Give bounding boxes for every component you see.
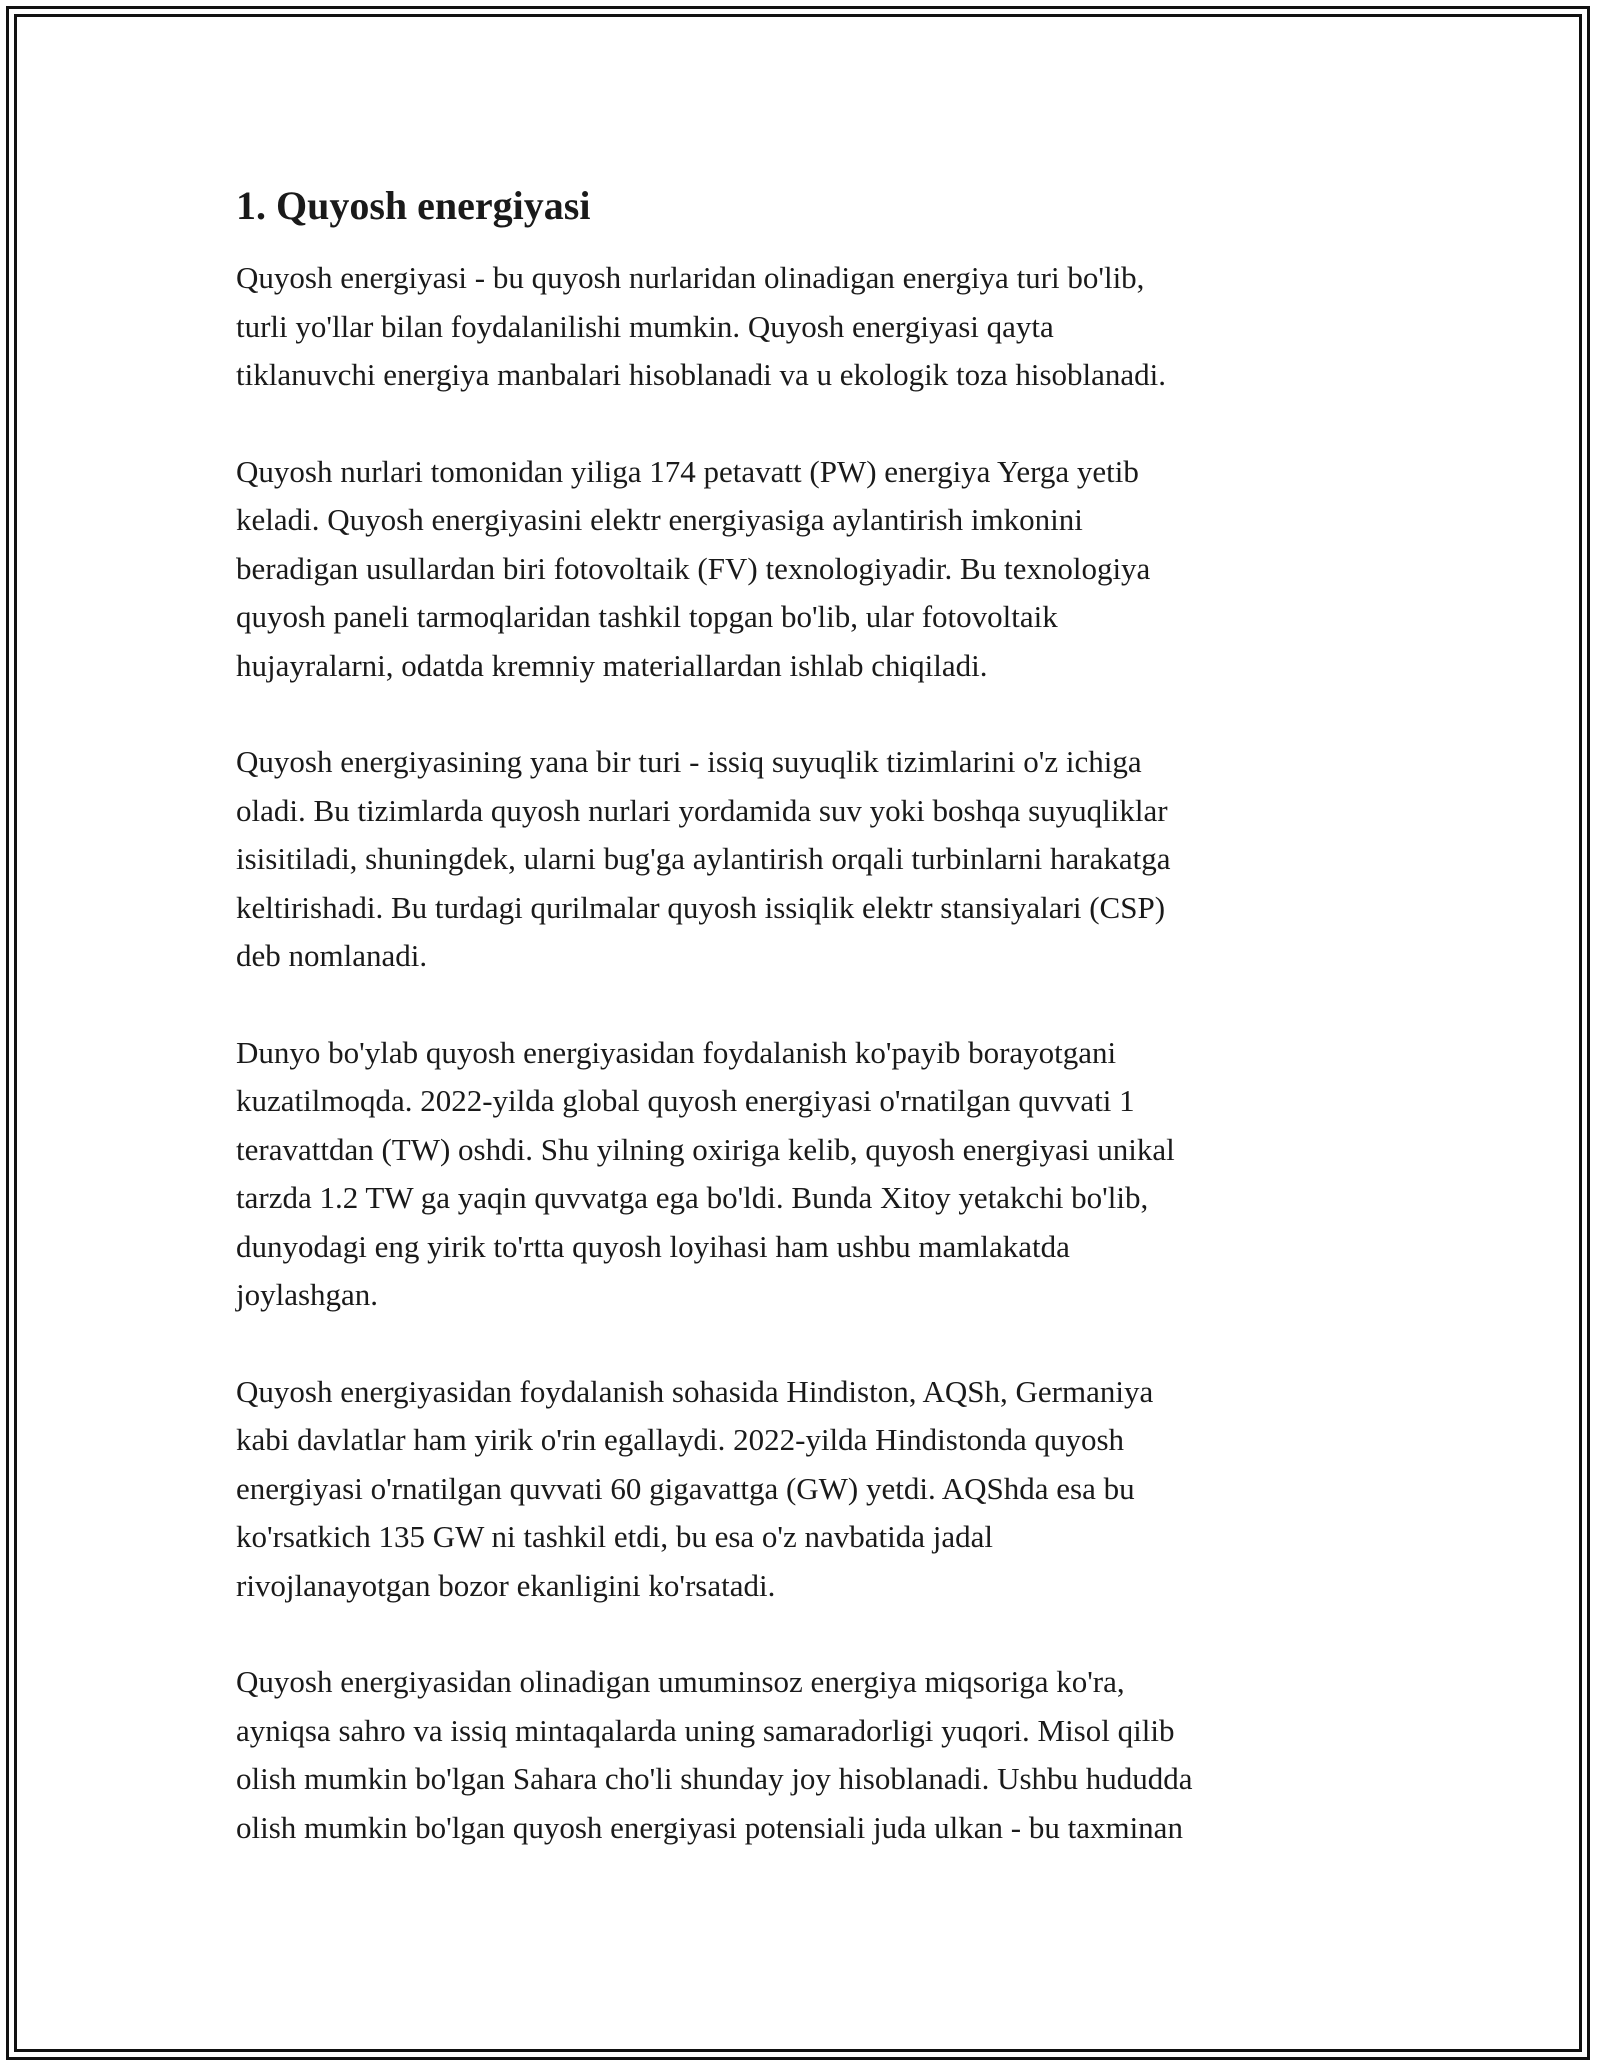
text-line: Quyosh energiyasi - bu quyosh nurlaridan olinadigan energiya turi bo'lib, (236, 260, 1145, 295)
text-line: joylashgan. (236, 1277, 379, 1312)
text-line: isisitiladi, shuningdek, ularni bug'ga aylantirish orqali turbinlarni harakatga (236, 841, 1171, 876)
text-line: rivojlanayotgan bozor ekanligini ko'rsatadi. (236, 1567, 776, 1603)
text-line: olish mumkin bo'lgan Sahara cho'li shunday joy hisoblanadi. Ushbu hududda (236, 1761, 1193, 1796)
text-line: dunyodagi eng yirik to'rtta quyosh loyihasi ham ushbu mamlakatda (236, 1228, 1070, 1264)
paragraph (236, 1368, 1386, 1611)
text-line: ayniqsa sahro va issiq mintaqalarda uning samaradorligi yuqori. Misol qilib (236, 1712, 1175, 1748)
paragraph (236, 1658, 1386, 1852)
text-line: teravattdan (TW) oshdi. Shu yilning oxiriga kelib, quyosh energiyasi unikal (236, 1131, 1175, 1167)
text-line: tarzda 1.2 TW ga yaqin quvvatga ega bo'ldi. Bunda Xitoy yetakchi bo'lib, (236, 1180, 1149, 1215)
text-line: ko'rsatkich 135 GW ni tashkil etdi, bu esa o'z navbatida jadal (236, 1519, 993, 1554)
text-line: turli yo'llar bilan foydalanilishi mumkin. Quyosh energiyasi qayta (236, 308, 1054, 344)
text-line: deb nomlanadi. (236, 938, 428, 973)
text-line: Quyosh energiyasidan olinadigan umuminsoz energiya miqsoriga ko'ra, (236, 1664, 1125, 1699)
paragraph (236, 254, 1386, 400)
paragraph (236, 448, 1386, 691)
text-line: hujayralarni, odatda kremniy materiallardan ishlab chiqiladi. (236, 647, 988, 683)
paragraph (236, 738, 1386, 981)
text-line: olish mumkin bo'lgan quyosh energiyasi potensiali juda ulkan - bu taxminan (236, 1809, 1183, 1845)
text-line: keladi. Quyosh energiyasini elektr energiyasiga aylantirish imkonini (236, 502, 1083, 537)
text-line: Quyosh energiyasining yana bir turi - issiq suyuqlik tizimlarini o'z ichiga (236, 744, 1142, 779)
text-line: tiklanuvchi energiya manbalari hisoblanadi va u ekologik toza hisoblanadi. (236, 357, 1167, 392)
text-line: beradigan usullardan biri fotovoltaik (FV) texnologiyadir. Bu texnologiya (236, 550, 1151, 586)
document-page (236, 178, 1386, 1900)
text-line: Quyosh nurlari tomonidan yiliga 174 petavatt (PW) energiya Yerga yetib (236, 453, 1139, 489)
section-title: 1. Quyosh energiyasi (236, 183, 591, 228)
paragraph (236, 1029, 1386, 1320)
text-line: Quyosh energiyasidan foydalanish sohasida Hindiston, AQSh, Germaniya (236, 1373, 1154, 1409)
text-line: quyosh paneli tarmoqlaridan tashkil topgan bo'lib, ular fotovoltaik (236, 599, 1058, 634)
text-line: Dunyo bo'ylab quyosh energiyasidan foydalanish ko'payib borayotgani (236, 1034, 1117, 1070)
text-line: kabi davlatlar ham yirik o'rin egallaydi. 2022-yilda Hindistonda quyosh (236, 1422, 1125, 1457)
text-line: kuzatilmoqda. 2022-yilda global quyosh energiyasi o'rnatilgan quvvati 1 (236, 1083, 1135, 1118)
text-line: oladi. Bu tizimlarda quyosh nurlari yordamida suv yoki boshqa suyuqliklar (236, 792, 1168, 828)
text-line: energiyasi o'rnatilgan quvvati 60 gigavattga (GW) yetdi. AQShda esa bu (236, 1470, 1135, 1506)
text-line: keltirishadi. Bu turdagi qurilmalar quyosh issiqlik elektr stansiyalari (CSP) (236, 889, 1166, 925)
